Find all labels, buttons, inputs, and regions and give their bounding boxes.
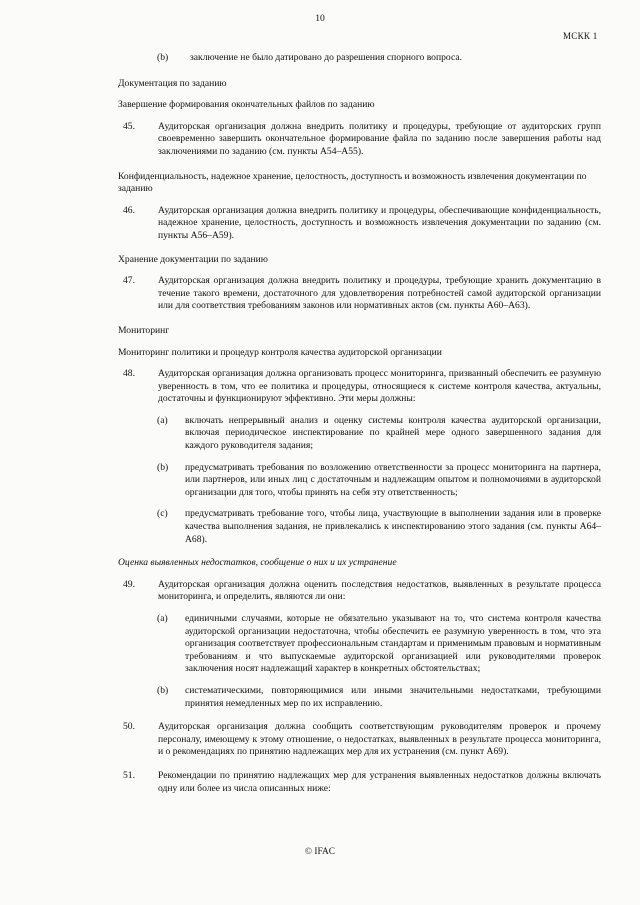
item-label: (b)	[157, 461, 169, 473]
paragraph-51	[118, 770, 601, 795]
section-heading-monitoring: Мониторинг	[118, 324, 170, 336]
document-code: МСКК 1	[563, 31, 598, 41]
paragraph-48	[118, 368, 601, 406]
section-heading-confidentiality: Конфиденциальность, надежное хранение, целостность, доступность и возможность извлечения документации по заданию	[118, 170, 587, 195]
paragraph-number: 47.	[123, 275, 135, 287]
section-heading-storage: Хранение документации по заданию	[118, 253, 268, 265]
intro-item	[157, 52, 601, 65]
item-text: предусматривать требование того, чтобы лица, участвующие в выполнении задания или в проверке качества выполнения задания, не привлекались к инспектированию этого задания (см. пункты А64–А68).	[185, 508, 601, 545]
section-heading-final-files: Завершение формирования окончательных файлов по заданию	[118, 99, 375, 111]
paragraph-number: 49.	[123, 578, 135, 590]
paragraph-number: 51.	[123, 769, 135, 781]
footer-copyright: © IFAC	[304, 847, 336, 857]
paragraph-number: 48.	[123, 368, 135, 380]
item-label: (a)	[157, 414, 168, 426]
item-text: единичными случаями, которые не обязательно указывают на то, что система контроля качества аудиторской организации недостаточна, чтобы обеспечить ее разумную уверенность в том, что эта организация соответствует профессиональным стандартам и применимым правовым и нормативным требованиям и что выпускаемые аудиторской организацией или руководителями проверок заключения носят надлежащий характер в конкретных обстоятельствах;	[185, 613, 601, 675]
item-text: предусматривать требования по возложению ответственности за процесс мониторинга на партнера, или партнеров, или иных лиц с достаточным и надлежащим опытом и полномочиями в аудиторской организации для того, чтобы принять на себя эту ответственность;	[185, 461, 601, 498]
paragraph-text: Аудиторская организация должна внедрить политику и процедуры, требующие от аудиторских групп своевременно завершить окончательное формирование файла по заданию после завершения работы над заключениями по заданию (см. пункты А54–А55).	[158, 120, 601, 157]
paragraph-text: Аудиторская организация должна оценить последствия недостатков, выявленных в результате процесса мониторинга, и определить, являются ли они:	[158, 578, 601, 603]
page-content	[0, 52, 640, 795]
section-heading-deficiencies: Оценка выявленных недостатков, сообщение о них и их устранение	[118, 557, 397, 569]
paragraph-text: Аудиторская организация должна внедрить политику и процедуры, требующие хранить документацию в течение такого времени, достаточного для удовлетворения потребностей самой аудиторской организации или для соответствия требованиям законов или нормативных актов (см. пункты А60–А63).	[158, 275, 601, 312]
section-heading-monitoring-policy: Мониторинг политики и процедур контроля качества аудиторской организации	[118, 346, 442, 358]
list-item-48b	[157, 462, 601, 500]
page-number: 10	[315, 13, 325, 24]
paragraph-text: Аудиторская организация должна сообщить соответствующим руководителям проверок и прочему персоналу, имеющему к этому отношение, о недостатках, выявленных в результате процесса мониторинга, и о рекомендациях по принятию надлежащих мер для их устранения (см. пункт А69).	[158, 721, 601, 758]
list-item-49b	[157, 685, 601, 710]
item-text: включать непрерывный анализ и оценку системы контроля качества аудиторской организации, включая периодическое инспектирование по крайней мере одного завершенного задания для каждого руководителя задания;	[185, 414, 601, 452]
list-item-48a	[157, 415, 601, 453]
paragraph-number: 50.	[123, 721, 135, 733]
paragraph-46	[118, 205, 601, 243]
list-item-49a	[157, 613, 601, 676]
paragraph-49	[118, 579, 601, 604]
paragraph-50	[118, 721, 601, 759]
paragraph-number: 45.	[123, 120, 135, 132]
paragraph-47	[118, 275, 601, 313]
paragraph-45	[118, 121, 601, 159]
item-label: (b)	[157, 684, 169, 696]
paragraph-number: 46.	[123, 204, 135, 216]
paragraph-text: Аудиторская организация должна внедрить политику и процедуры, обеспечивающие конфиденциальность, надежное хранение, целостность, доступность и возможность извлечения документации по заданию (см. пункты А56–А59).	[158, 204, 601, 241]
paragraph-text: Аудиторская организация должна организовать процесс мониторинга, призванный обеспечить ее разумную уверенность в том, что ее политика и процедуры, относящиеся к системе контроля качества, актуальны, достаточны и функционируют эффективно. Эти меры должны:	[158, 368, 601, 405]
item-text: систематическими, повторяющимися или иными значительными недостатками, требующими принятия немедленных мер по их исправлению.	[185, 684, 601, 709]
item-label: (c)	[157, 508, 168, 520]
section-heading-documentation: Документация по заданию	[118, 77, 227, 89]
list-item-48c	[157, 508, 601, 546]
item-label: (a)	[157, 613, 168, 624]
paragraph-text: Рекомендации по принятию надлежащих мер для устранения выявленных недостатков должны включать одну или более из числа описанных ниже:	[158, 769, 601, 794]
item-label: (b)	[157, 52, 169, 63]
item-text: заключение не было датировано до разрешения спорного вопроса.	[190, 52, 462, 63]
